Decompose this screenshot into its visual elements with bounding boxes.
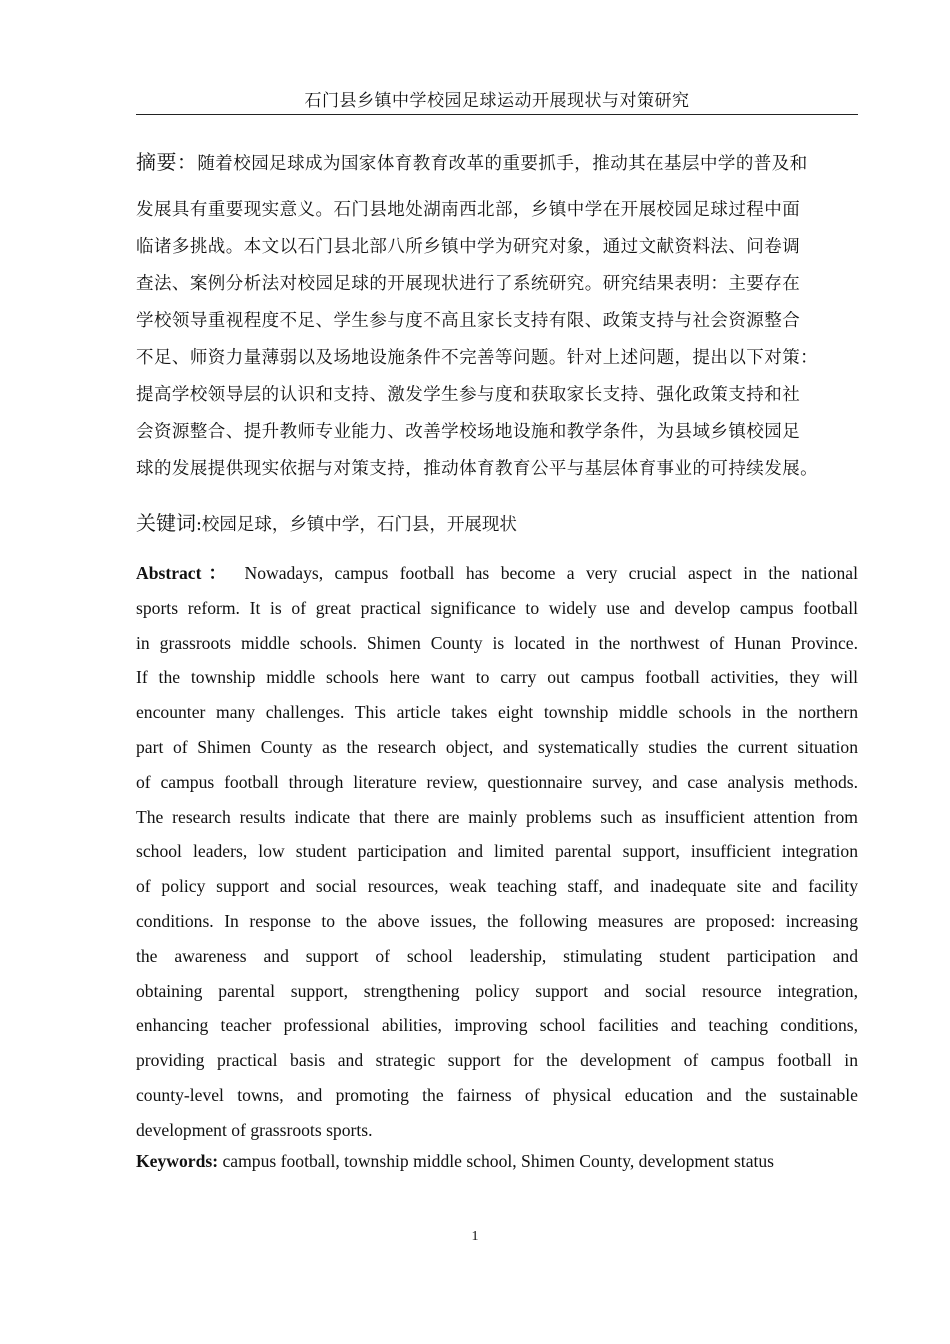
english-abstract-line: the awareness and support of school leadership, stimulating student participation and: [136, 945, 858, 966]
english-abstract-line: development of grassroots sports.: [136, 1119, 373, 1140]
english-abstract-line: in grassroots middle schools. Shimen County is located in the northwest of Hunan Province.: [136, 632, 858, 653]
header-divider: [136, 114, 858, 115]
english-keywords-text: campus football, township middle school, Shimen County, development status: [218, 1151, 775, 1171]
running-header-title: 石门县乡镇中学校园足球运动开展现状与对策研究: [304, 91, 690, 111]
english-abstract-line: obtaining parental support, strengthening policy support and social resource integration,: [136, 980, 858, 1001]
english-abstract: [136, 556, 858, 1148]
english-keywords: [136, 1148, 858, 1174]
english-abstract-line: providing practical basis and strategic support for the development of campus football in: [136, 1050, 858, 1071]
english-abstract-line: encounter many challenges. This article takes eight township middle schools in the northern: [136, 702, 858, 723]
english-abstract-line: of policy support and social resources, weak teaching staff, and inadequate site and facility: [136, 876, 858, 897]
chinese-abstract-label-colon: ：: [176, 150, 198, 174]
chinese-keywords: [136, 508, 858, 540]
chinese-abstract-line: 球的发展提供现实依据与对策支持，推动体育教育公平与基层体育事业的可持续发展。: [136, 459, 819, 479]
chinese-abstract-label: 摘要: [136, 150, 177, 174]
english-abstract-label: Abstract：: [136, 563, 234, 583]
chinese-abstract-line: 会资源整合、提升教师专业能力、改善学校场地设施和教学条件，为县域乡镇校园足: [136, 422, 801, 442]
english-abstract-line: part of Shimen County as the research object, and systematically studies the current situation: [136, 736, 858, 757]
chinese-abstract-line: [136, 142, 860, 192]
page-number: 1: [471, 1229, 479, 1244]
chinese-keywords-label: 关键词: [136, 511, 196, 535]
chinese-abstract-text: 随着校园足球成为国家体育教育改革的重要抓手，推动其在基层中学的普及和: [197, 154, 808, 174]
english-abstract-line: school leaders, low student participation and limited parental support, insufficient integration: [136, 841, 858, 862]
english-abstract-line: [136, 556, 858, 591]
english-abstract-line: conditions. In response to the above issues, the following measures are proposed: increasing: [136, 910, 858, 931]
chinese-keywords-text: :校园足球，乡镇中学，石门县，开展现状: [196, 515, 517, 535]
chinese-abstract-line: 学校领导重视程度不足、学生参与度不高且家长支持有限、政策支持与社会资源整合: [136, 311, 801, 331]
english-abstract-line: If the township middle schools here want to carry out campus football activities, they will: [136, 667, 858, 688]
english-abstract-line: The research results indicate that there are mainly problems such as insufficient attention from: [136, 806, 858, 827]
chinese-abstract-line: 提高学校领导层的认识和支持、激发学生参与度和获取家长支持、强化政策支持和社: [136, 385, 801, 405]
english-abstract-line: sports reform. It is of great practical significance to widely use and develop campus football: [136, 597, 858, 618]
chinese-abstract: [136, 142, 860, 488]
chinese-abstract-line: 临诸多挑战。本文以石门县北部八所乡镇中学为研究对象，通过文献资料法、问卷调: [136, 237, 801, 257]
english-abstract-line: county-level towns, and promoting the fairness of physical education and the sustainable: [136, 1084, 858, 1105]
english-abstract-line: of campus football through literature review, questionnaire survey, and case analysis methods.: [136, 771, 858, 792]
chinese-abstract-line: 发展具有重要现实意义。石门县地处湖南西北部，乡镇中学在开展校园足球过程中面: [136, 200, 801, 220]
chinese-abstract-line: 不足、师资力量薄弱以及场地设施条件不完善等问题。针对上述问题，提出以下对策：: [136, 348, 819, 368]
english-keywords-label: Keywords:: [136, 1151, 219, 1171]
english-abstract-text: Nowadays, campus football has become a very crucial aspect in the national: [244, 563, 858, 583]
english-abstract-line: enhancing teacher professional abilities, improving school facilities and teaching conditions,: [136, 1015, 858, 1036]
chinese-abstract-line: 查法、案例分析法对校园足球的开展现状进行了系统研究。研究结果表明：主要存在: [136, 274, 801, 294]
